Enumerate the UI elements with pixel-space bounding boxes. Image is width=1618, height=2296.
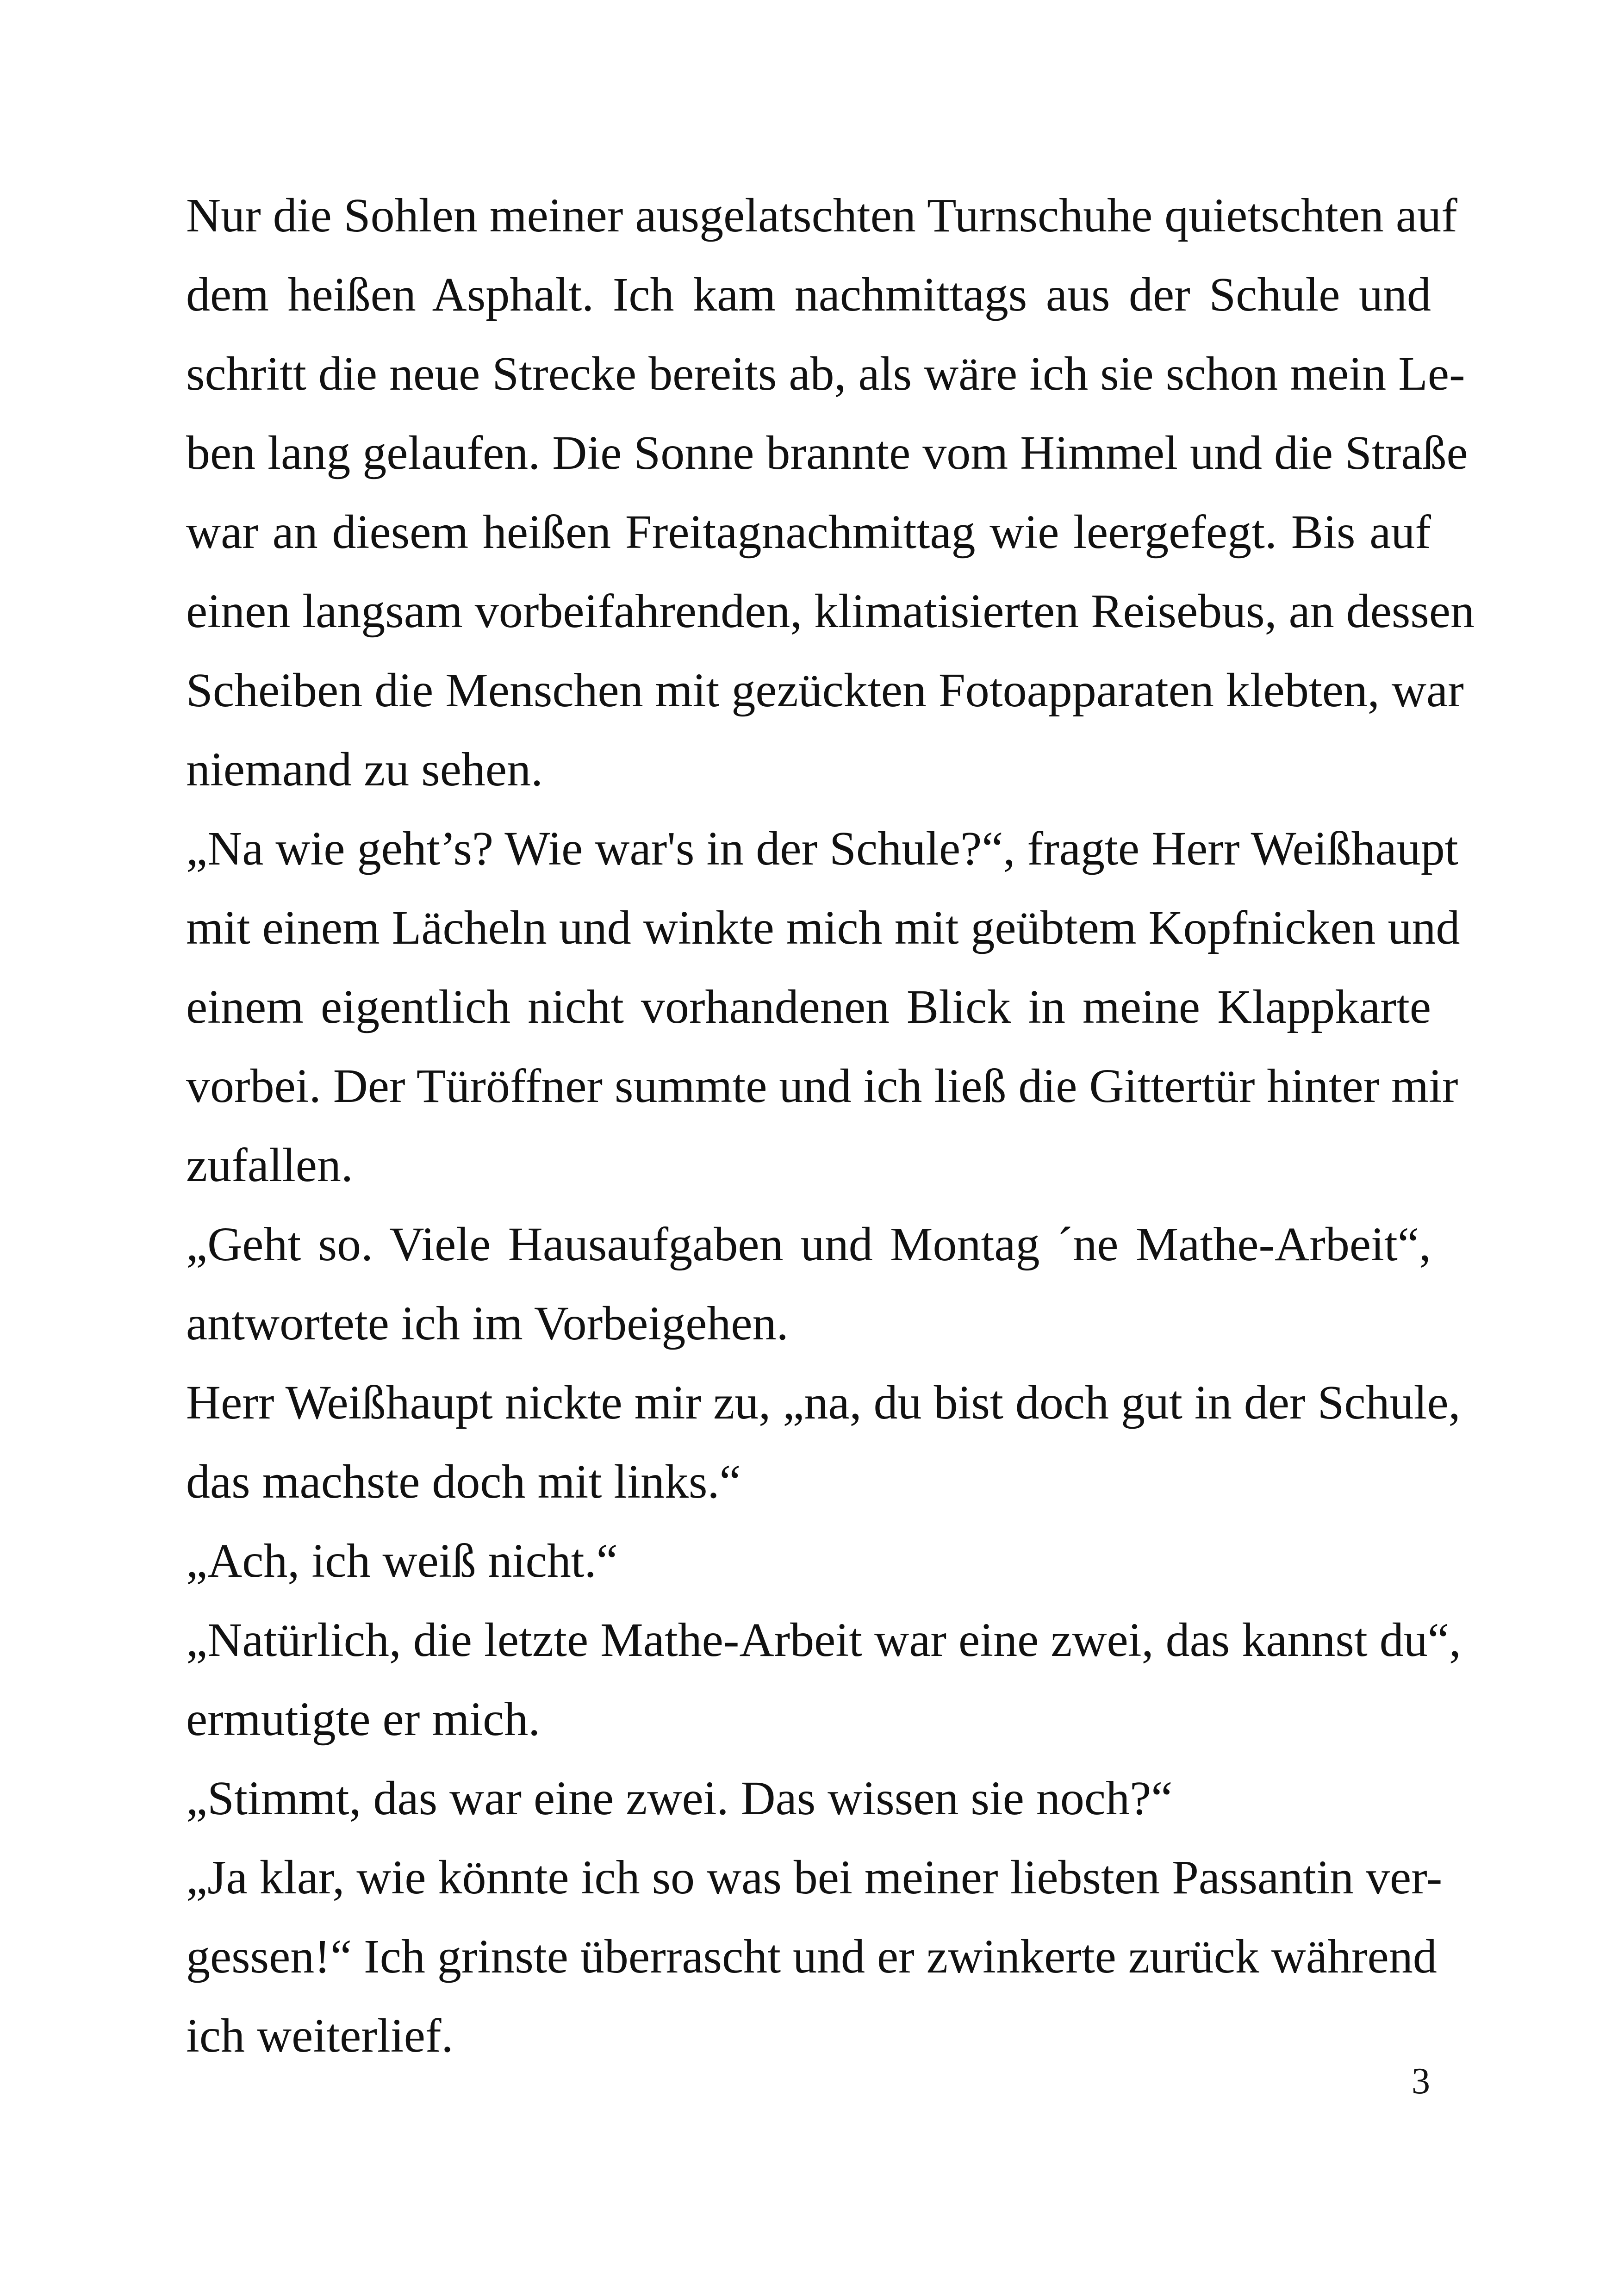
text-line: „Natürlich, die letzte Mathe-Arbeit war eine zwei, das kannst du“, bbox=[186, 1613, 1461, 1667]
text-line: niemand zu sehen. bbox=[186, 743, 543, 796]
text-line: „Ach, ich weiß nicht.“ bbox=[186, 1534, 618, 1587]
text-line: war an diesem heißen Freitagnachmittag wie leergefegt. Bis auf bbox=[186, 505, 1431, 559]
text-line: schritt die neue Strecke bereits ab, als wäre ich sie schon mein Le- bbox=[186, 347, 1465, 400]
text-line: Nur die Sohlen meiner ausgelatschten Turnschuhe quietschten auf bbox=[186, 189, 1457, 242]
text-line: einem eigentlich nicht vorhandenen Blick in meine Klappkarte bbox=[186, 980, 1431, 1033]
paragraph bbox=[186, 1838, 1443, 2075]
text-line: „Stimmt, das war eine zwei. Das wissen sie noch?“ bbox=[186, 1772, 1173, 1825]
text-line: dem heißen Asphalt. Ich kam nachmittags aus der Schule und bbox=[186, 268, 1431, 321]
paragraph bbox=[186, 1759, 1431, 1838]
text-line: „Na wie geht’s? Wie war's in der Schule?“, fragte Herr Weißhaupt bbox=[186, 822, 1458, 875]
text-line: Herr Weißhaupt nickte mir zu, „na, du bist doch gut in der Schule, bbox=[186, 1376, 1461, 1429]
paragraph bbox=[186, 1363, 1461, 1521]
text-line: ben lang gelaufen. Die Sonne brannte vom Himmel und die Straße bbox=[186, 426, 1468, 479]
text-line: antwortete ich im Vorbeigehen. bbox=[186, 1297, 789, 1350]
text-line: gessen!“ Ich grinste überrascht und er zwinkerte zurück während bbox=[186, 1930, 1437, 1983]
text-line: mit einem Lächeln und winkte mich mit geübtem Kopfnicken und bbox=[186, 901, 1460, 954]
page-number: 3 bbox=[1412, 2061, 1430, 2102]
text-line: Scheiben die Menschen mit gezückten Fotoapparaten klebten, war bbox=[186, 664, 1464, 717]
text-line: das machste doch mit links.“ bbox=[186, 1455, 741, 1508]
paragraph bbox=[186, 1521, 1431, 1600]
text-line: einen langsam vorbeifahrenden, klimatisierten Reisebus, an dessen bbox=[186, 585, 1475, 638]
text-line: ich weiterlief. bbox=[186, 2009, 454, 2062]
paragraph bbox=[186, 176, 1475, 809]
text-line: vorbei. Der Türöffner summte und ich ließ die Gittertür hinter mir bbox=[186, 1059, 1458, 1113]
paragraph bbox=[186, 1205, 1431, 1363]
text-line: ermutigte er mich. bbox=[186, 1692, 541, 1746]
text-line: „Ja klar, wie könnte ich so was bei meiner liebsten Passantin ver- bbox=[186, 1851, 1443, 1904]
paragraph bbox=[186, 1600, 1461, 1759]
text-line: zufallen. bbox=[186, 1139, 353, 1192]
body-text bbox=[186, 176, 1475, 2075]
text-line: „Geht so. Viele Hausaufgaben und Montag ´ne Mathe-Arbeit“, bbox=[186, 1218, 1431, 1271]
paragraph bbox=[186, 809, 1460, 1205]
